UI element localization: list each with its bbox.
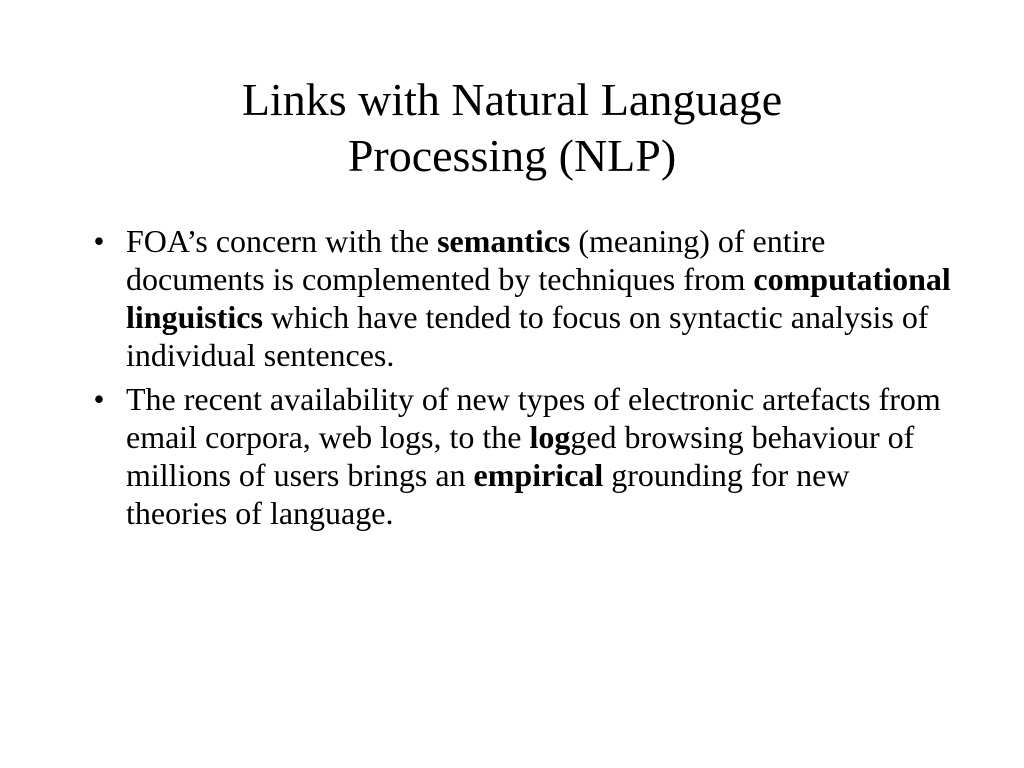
- bullet-text-1: [126, 223, 951, 373]
- bullet-1-segment-5: which have tended to focus on syntactic analysis of individual sentences.: [126, 299, 929, 373]
- bullet-list: [84, 222, 954, 538]
- bullet-item-2: [84, 380, 954, 532]
- bullet-marker: •: [93, 223, 105, 259]
- bullet-2-segment-5: grounding for new theories of language.: [126, 457, 850, 531]
- bullet-marker: •: [93, 381, 105, 417]
- slide-title-line-2: Processing (NLP): [347, 130, 677, 181]
- bullet-2-segment-3: ged browsing behaviour of millions of users brings an: [126, 419, 915, 493]
- bullet-1-segment-3: (meaning) of entire documents is complemented by techniques from: [126, 223, 826, 297]
- bullet-1-segment-4: computational linguistics: [126, 261, 951, 335]
- bullet-2-segment-2: log: [529, 419, 571, 455]
- slide-title: [0, 72, 1024, 184]
- slide-title-line-1: Links with Natural Language: [241, 74, 783, 125]
- bullet-1-segment-1: FOA’s concern with the: [126, 223, 438, 259]
- bullet-item-1: [84, 222, 954, 374]
- bullet-1-segment-2: semantics: [437, 223, 571, 259]
- bullet-text-2: [126, 381, 941, 531]
- bullet-2-segment-4: empirical: [473, 457, 604, 493]
- bullet-2-segment-1: The recent availability of new types of electronic artefacts from email corpora, web logs, to the: [126, 381, 941, 455]
